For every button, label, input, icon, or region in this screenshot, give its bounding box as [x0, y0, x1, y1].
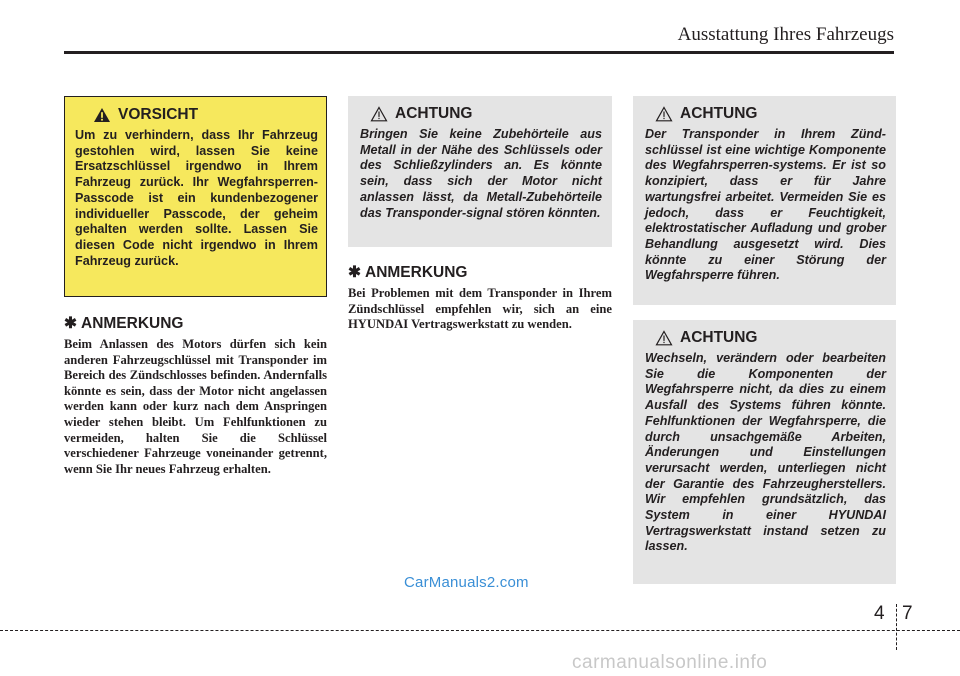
warning-triangle-icon	[655, 330, 673, 346]
caution-box-title-row	[75, 107, 318, 123]
page-number: 7	[902, 603, 913, 624]
warning-box-2-title: ACHTUNG	[680, 105, 758, 123]
asterisk-icon: ✱	[348, 264, 361, 281]
note-2	[348, 263, 612, 333]
warning-box-2	[633, 96, 896, 305]
warning-box-3-title: ACHTUNG	[680, 329, 758, 347]
footer-site: carmanualsonline.info	[572, 652, 768, 673]
page-chapter: 4	[874, 603, 885, 624]
warning-triangle-icon	[655, 106, 673, 122]
warning-box-3-text: Wechseln, verändern oder bearbeiten Sie die Komponenten der Wegfahrsperre nicht, da dies zu einem Ausfall des Systems führen könnte. Fehlfunktionen der Wegfahrsperre, die durch unsachgemäße Arbeiten, Änderungen und Einstellungen verursacht werden, unterliegen nicht der Garantie des Fahrzeugherstellers. Wir empfehlen grundsätzlich, das System in einer HYUNDAI Vertragswerkstatt instand setzen zu lassen.	[645, 351, 886, 554]
watermark-link[interactable]: CarManuals2.com	[404, 574, 529, 591]
note-2-text: Bei Problemen mit dem Transponder in Ihrem Zündschlüssel empfehlen wir, sich an eine HYUNDAI Vertragswerkstatt zu wenden.	[348, 286, 612, 332]
warning-box-3	[633, 320, 896, 584]
page-separator	[896, 604, 897, 650]
warning-box-1-title: ACHTUNG	[395, 105, 473, 123]
header-title: Ausstattung Ihres Fahrzeugs	[677, 24, 894, 45]
note-1	[64, 314, 327, 477]
warning-box-1-title-row	[360, 106, 602, 122]
warning-box-1	[348, 96, 612, 247]
caution-box-text: Um zu verhindern, dass Ihr Fahrzeug gestohlen wird, lassen Sie keine Ersatzschlüssel irgendwo in Ihrem Fahrzeug zurück. Ihr Wegfahrsperren-Passcode ist ein kundenbezogener individueller Passcode, der geheim gehalten werden sollte. Lassen Sie diesen Code nicht irgendwo in Ihrem Fahrzeug zurück.	[75, 128, 318, 268]
warning-box-2-text: Der Transponder in Ihrem Zünd-schlüssel ist eine wichtige Komponente des Wegfahrsperren-systems. Er ist so konzipiert, dass er für Jahre wartungsfrei arbeitet. Vermeiden Sie es jedoch, dass er Feuchtigkeit, elektrostatischer Aufladung und grober Behandlung ausgesetzt wird. Dies könnte zu einer Störung der Wegfahrsperre führen.	[645, 127, 886, 283]
note-2-title: ANMERKUNG	[365, 263, 468, 281]
asterisk-icon: ✱	[64, 315, 77, 332]
caution-box	[64, 96, 327, 297]
header-rule	[64, 51, 894, 54]
note-1-title-row	[64, 314, 327, 333]
warning-box-2-title-row	[645, 106, 886, 122]
footer-rule	[0, 630, 960, 631]
note-2-title-row	[348, 263, 612, 282]
warning-box-3-title-row	[645, 330, 886, 346]
note-1-text: Beim Anlassen des Motors dürfen sich kein anderen Fahrzeugschlüssel mit Transponder im Bereich des Zündschlosses befinden. Andernfalls könnte es sein, dass der Motor nicht angelassen werden kann oder kurz nach dem Anspringen wieder stehen bleibt. Um Fehlfunktionen zu vermeiden, halten Sie die Schlüssel verschiedener Fahrzeuge voneinander getrennt, wenn Sie Ihr neues Fahrzeug erhalten.	[64, 337, 327, 476]
caution-box-title: VORSICHT	[118, 106, 199, 124]
note-1-title: ANMERKUNG	[81, 314, 184, 332]
warning-triangle-icon	[93, 107, 111, 123]
warning-triangle-icon	[370, 106, 388, 122]
warning-box-1-text: Bringen Sie keine Zubehörteile aus Metall in der Nähe des Schlüssels oder des Schließzylinders an. Es könnte sein, dass sich der Motor nicht anlassen lässt, da Metall-Zubehörteile das Transponder-signal stören könnten.	[360, 127, 602, 220]
